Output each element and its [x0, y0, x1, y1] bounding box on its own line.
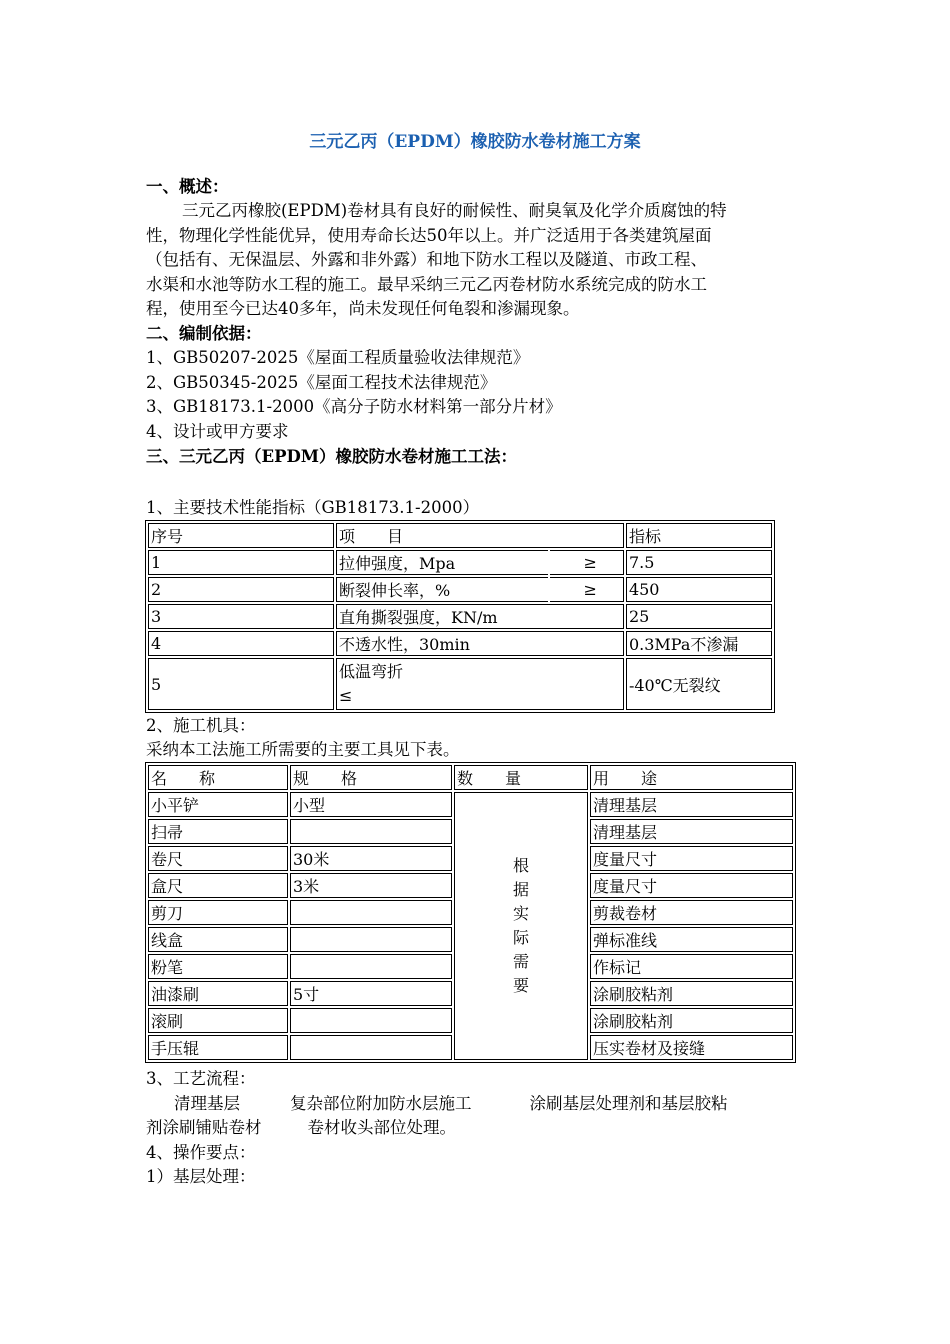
table-cell: 弹标准线 — [590, 927, 793, 952]
table-cell: 清理基层 — [590, 819, 793, 844]
table-cell — [290, 1008, 452, 1033]
table-cell: 7.5 — [626, 550, 772, 575]
process-flow-line — [146, 1116, 456, 1141]
overview-line: 性，物理化学性能优异，使用寿命长达50年以上。并广泛适用于各类建筑屋面 — [146, 226, 712, 245]
table-cell-multiline — [336, 658, 624, 710]
section-heading-overview: 一、概述： — [146, 177, 229, 196]
overview-line: 程，使用至今已达40多年，尚未发现任何龟裂和渗漏现象。 — [146, 299, 580, 318]
table-cell: ≥ — [550, 577, 624, 602]
table-cell: ≥ — [550, 550, 624, 575]
table-cell: 拉伸强度，Mpa — [336, 550, 548, 575]
table-cell-line: ≤ — [339, 686, 353, 705]
quantity-char: 际 — [512, 928, 529, 947]
table-cell: 线盒 — [148, 927, 288, 952]
table-cell — [290, 954, 452, 979]
table-row — [148, 658, 772, 710]
table-cell: 清理基层 — [590, 792, 793, 817]
subheading-process: 3、工艺流程： — [146, 1069, 256, 1088]
table-header-cell: 名 称 — [148, 765, 288, 790]
quantity-char: 根 — [512, 856, 529, 875]
table-cell: 涂刷胶粘剂 — [590, 1008, 793, 1033]
table-cell — [290, 900, 452, 925]
process-step: 卷材收头部位处理。 — [307, 1118, 456, 1137]
table-cell: 卷尺 — [148, 846, 288, 871]
table-cell: 粉笔 — [148, 954, 288, 979]
quantity-char: 实 — [512, 904, 529, 923]
subheading-performance: 1、主要技术性能指标（GB18173.1-2000） — [146, 498, 480, 517]
table-row — [148, 631, 772, 656]
tools-note: 采纳本工法施工所需要的主要工具见下表。 — [146, 740, 460, 759]
table-cell: 5 — [148, 658, 334, 710]
process-step: 复杂部位附加防水层施工 — [290, 1094, 472, 1113]
table-cell: 不透水性，30min — [336, 631, 624, 656]
section-heading-method: 三、三元乙丙（EPDM）橡胶防水卷材施工工法： — [146, 447, 518, 466]
table-cell: 450 — [626, 577, 772, 602]
table-cell: 油漆刷 — [148, 981, 288, 1006]
table-cell: -40℃无裂纹 — [626, 658, 772, 710]
table-cell-line: 低温弯折 — [339, 662, 404, 681]
table-cell: 4 — [148, 631, 334, 656]
table-header-cell: 项 目 — [336, 523, 624, 548]
table-cell — [290, 1035, 452, 1060]
table-cell: 滚刷 — [148, 1008, 288, 1033]
table-cell: 度量尺寸 — [590, 873, 793, 898]
table-header-cell: 规 格 — [290, 765, 452, 790]
table-row — [148, 550, 772, 575]
section-heading-basis: 二、编制依据： — [146, 324, 262, 343]
table-row — [148, 604, 772, 629]
document-title: 三元乙丙（EPDM）橡胶防水卷材施工方案 — [309, 132, 641, 152]
table-cell: 3 — [148, 604, 334, 629]
table-cell — [290, 819, 452, 844]
process-step: 清理基层 — [174, 1094, 240, 1113]
table-row — [148, 577, 772, 602]
tools-table — [145, 762, 796, 1063]
table-cell: 2 — [148, 577, 334, 602]
subheading-tools: 2、施工机具： — [146, 716, 256, 735]
table-cell: 直角撕裂强度，KN/m — [336, 604, 624, 629]
table-cell: 断裂伸长率，% — [336, 577, 548, 602]
quantity-char: 要 — [512, 976, 529, 995]
table-cell — [290, 927, 452, 952]
table-cell: 5寸 — [290, 981, 452, 1006]
table-cell: 手压辊 — [148, 1035, 288, 1060]
table-cell: 30米 — [290, 846, 452, 871]
subheading-base-treatment: 1）基层处理： — [146, 1167, 256, 1186]
table-header-cell: 用 途 — [590, 765, 793, 790]
quantity-char: 据 — [512, 880, 529, 899]
table-cell: 盒尺 — [148, 873, 288, 898]
table-cell: 3米 — [290, 873, 452, 898]
basis-item: 1、GB50207-2025《屋面工程质量验收法律规范》 — [146, 348, 530, 367]
performance-table — [145, 520, 775, 713]
table-cell: 小型 — [290, 792, 452, 817]
table-cell: 剪刀 — [148, 900, 288, 925]
overview-line: 水渠和水池等防水工程的施工。最早采纳三元乙丙卷材防水系统完成的防水工 — [146, 275, 707, 294]
table-cell: 1 — [148, 550, 334, 575]
basis-item: 3、GB18173.1-2000《高分子防水材料第一部分片材》 — [146, 397, 562, 416]
table-header-cell: 指标 — [626, 523, 772, 548]
quantity-char: 需 — [512, 952, 529, 971]
table-cell: 25 — [626, 604, 772, 629]
table-header-cell: 序号 — [148, 523, 334, 548]
subheading-operation: 4、操作要点： — [146, 1143, 256, 1162]
table-cell: 小平铲 — [148, 792, 288, 817]
overview-line: （包括有、无保温层、外露和非外露）和地下防水工程以及隧道、市政工程、 — [146, 250, 707, 269]
table-cell: 涂刷胶粘剂 — [590, 981, 793, 1006]
table-cell: 作标记 — [590, 954, 793, 979]
table-row — [148, 792, 793, 817]
process-flow-line — [174, 1092, 728, 1117]
table-cell: 剪裁卷材 — [590, 900, 793, 925]
overview-line: 三元乙丙橡胶(EPDM)卷材具有良好的耐候性、耐臭氧及化学介质腐蚀的特 — [182, 201, 727, 220]
process-step: 剂涂刷铺贴卷材 — [146, 1118, 262, 1137]
table-cell: 压实卷材及接缝 — [590, 1035, 793, 1060]
basis-item: 4、设计或甲方要求 — [146, 422, 289, 441]
quantity-merged-cell — [454, 792, 588, 1060]
table-header-row — [148, 523, 772, 548]
basis-item: 2、GB50345-2025《屋面工程技术法律规范》 — [146, 373, 497, 392]
table-cell: 度量尺寸 — [590, 846, 793, 871]
process-step: 涂刷基层处理剂和基层胶粘 — [529, 1094, 728, 1113]
table-cell: 扫帚 — [148, 819, 288, 844]
table-cell: 0.3MPa不渗漏 — [626, 631, 772, 656]
table-header-row — [148, 765, 793, 790]
table-header-cell: 数 量 — [454, 765, 588, 790]
